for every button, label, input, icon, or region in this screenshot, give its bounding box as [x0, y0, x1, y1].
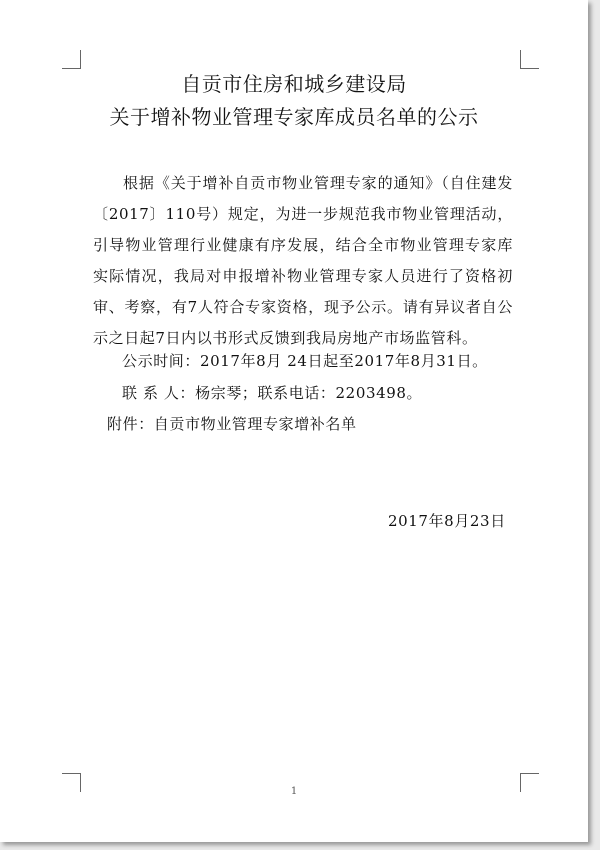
issue-date: 2017年8月23日 — [388, 512, 506, 530]
document-title-issuer: 自贡市住房和城乡建设局 — [181, 72, 407, 96]
notice-period: 公示时间：2017年8月 24日起至2017年8月31日。 — [122, 352, 488, 370]
contact-info: 联 系 人：杨宗琴；联系电话：2203498。 — [122, 384, 423, 402]
corner-mark-top-left — [62, 50, 81, 69]
main-paragraph: 根据《关于增补自贡市物业管理专家的通知》（自住建发〔2017〕110号）规定，为进一步规范我市物业管理活动，引导物业管理行业健康有序发展，结合全市物业管理专家库实际情况，我局对申报增补物业管理专家人员进行了资格初审、考察，有7人符合专家资格，现予公示。请有异议者自公示之日起7日内以书形式反馈到我局房地产市场监管科。 — [93, 174, 513, 347]
document-title-subject: 关于增补物业管理专家库成员名单的公示 — [109, 105, 479, 129]
attachment-line: 附件：自贡市物业管理专家增补名单 — [107, 415, 357, 433]
document-body — [93, 168, 513, 354]
page-number: 1 — [290, 786, 298, 797]
corner-mark-top-right — [520, 50, 539, 69]
